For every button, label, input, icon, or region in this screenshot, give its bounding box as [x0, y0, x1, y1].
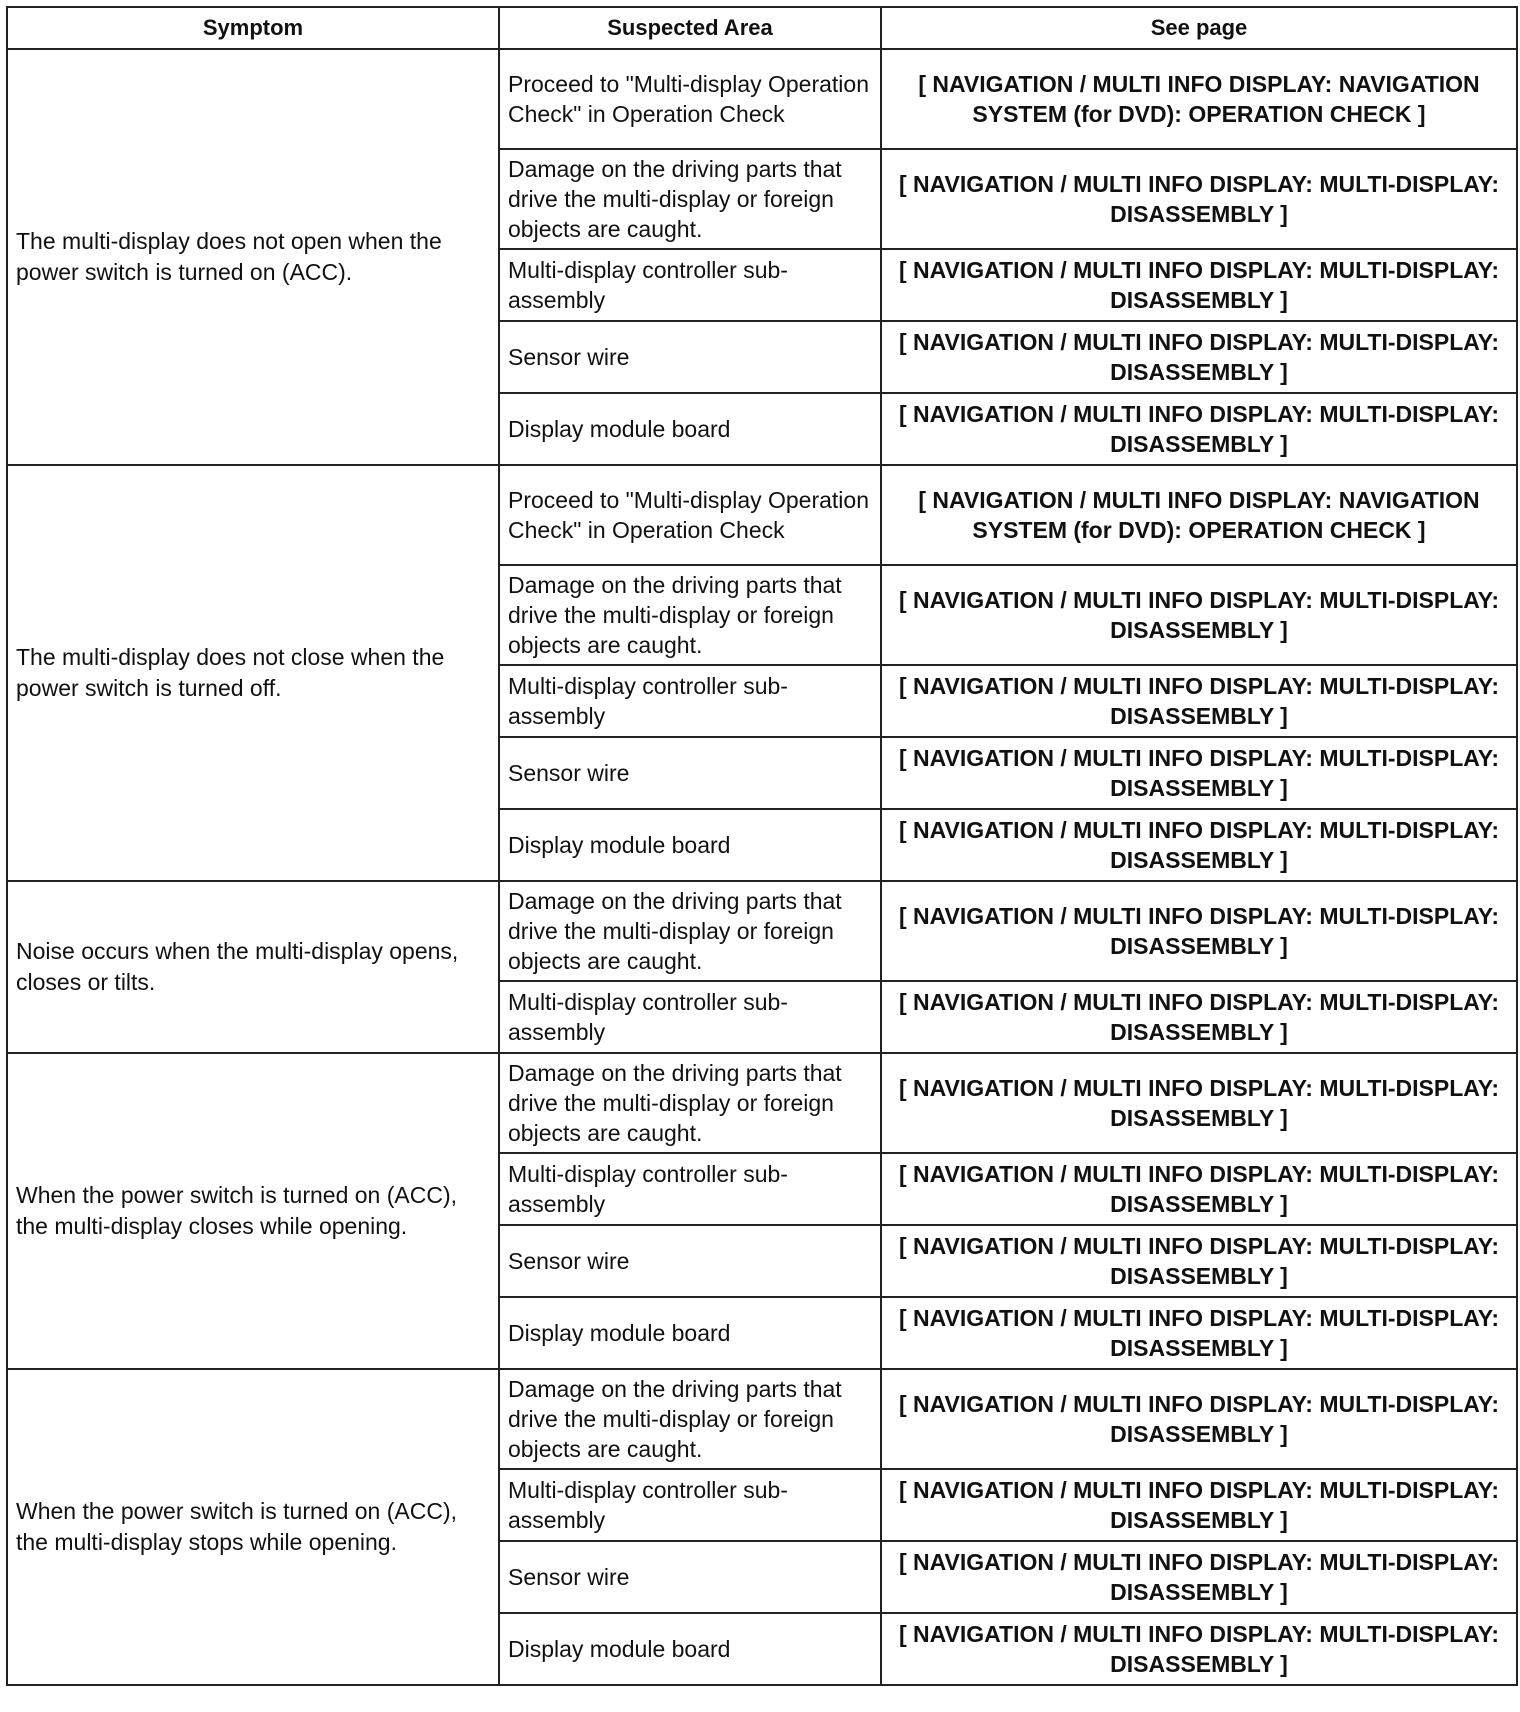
page	[6, 6, 1518, 1686]
suspected-area-cell: Damage on the driving parts that drive the multi-display or foreign objects are caught.	[499, 565, 881, 665]
table-row	[7, 1053, 1517, 1153]
see-page-cell: [ NAVIGATION / MULTI INFO DISPLAY: MULTI-DISPLAY: DISASSEMBLY ]	[881, 809, 1517, 881]
header-suspected-area: Suspected Area	[499, 7, 881, 49]
suspected-area-cell: Display module board	[499, 1613, 881, 1685]
see-page-cell: [ NAVIGATION / MULTI INFO DISPLAY: MULTI-DISPLAY: DISASSEMBLY ]	[881, 737, 1517, 809]
see-page-cell: [ NAVIGATION / MULTI INFO DISPLAY: NAVIGATION SYSTEM (for DVD): OPERATION CHECK ]	[881, 49, 1517, 149]
see-page-cell: [ NAVIGATION / MULTI INFO DISPLAY: MULTI-DISPLAY: DISASSEMBLY ]	[881, 393, 1517, 465]
see-page-cell: [ NAVIGATION / MULTI INFO DISPLAY: MULTI-DISPLAY: DISASSEMBLY ]	[881, 1613, 1517, 1685]
see-page-cell: [ NAVIGATION / MULTI INFO DISPLAY: MULTI-DISPLAY: DISASSEMBLY ]	[881, 981, 1517, 1053]
suspected-area-cell: Damage on the driving parts that drive the multi-display or foreign objects are caught.	[499, 1369, 881, 1469]
suspected-area-cell: Damage on the driving parts that drive the multi-display or foreign objects are caught.	[499, 881, 881, 981]
suspected-area-cell: Multi-display controller sub-assembly	[499, 665, 881, 737]
see-page-cell: [ NAVIGATION / MULTI INFO DISPLAY: MULTI-DISPLAY: DISASSEMBLY ]	[881, 665, 1517, 737]
see-page-cell: [ NAVIGATION / MULTI INFO DISPLAY: MULTI-DISPLAY: DISASSEMBLY ]	[881, 1541, 1517, 1613]
see-page-cell: [ NAVIGATION / MULTI INFO DISPLAY: MULTI-DISPLAY: DISASSEMBLY ]	[881, 1369, 1517, 1469]
symptom-cell: The multi-display does not close when the power switch is turned off.	[7, 465, 499, 881]
suspected-area-cell: Damage on the driving parts that drive the multi-display or foreign objects are caught.	[499, 1053, 881, 1153]
symptom-cell: The multi-display does not open when the power switch is turned on (ACC).	[7, 49, 499, 465]
troubleshooting-table	[6, 6, 1518, 1686]
suspected-area-cell: Multi-display controller sub-assembly	[499, 981, 881, 1053]
suspected-area-cell: Multi-display controller sub-assembly	[499, 1469, 881, 1541]
suspected-area-cell: Multi-display controller sub-assembly	[499, 249, 881, 321]
see-page-cell: [ NAVIGATION / MULTI INFO DISPLAY: MULTI-DISPLAY: DISASSEMBLY ]	[881, 1469, 1517, 1541]
see-page-cell: [ NAVIGATION / MULTI INFO DISPLAY: MULTI-DISPLAY: DISASSEMBLY ]	[881, 881, 1517, 981]
table-row	[7, 465, 1517, 565]
see-page-cell: [ NAVIGATION / MULTI INFO DISPLAY: MULTI-DISPLAY: DISASSEMBLY ]	[881, 1297, 1517, 1369]
see-page-cell: [ NAVIGATION / MULTI INFO DISPLAY: MULTI-DISPLAY: DISASSEMBLY ]	[881, 565, 1517, 665]
suspected-area-cell: Sensor wire	[499, 737, 881, 809]
see-page-cell: [ NAVIGATION / MULTI INFO DISPLAY: MULTI-DISPLAY: DISASSEMBLY ]	[881, 321, 1517, 393]
symptom-cell: When the power switch is turned on (ACC), the multi-display closes while opening.	[7, 1053, 499, 1369]
suspected-area-cell: Display module board	[499, 809, 881, 881]
suspected-area-cell: Multi-display controller sub-assembly	[499, 1153, 881, 1225]
table-body	[7, 49, 1517, 1685]
see-page-cell: [ NAVIGATION / MULTI INFO DISPLAY: MULTI-DISPLAY: DISASSEMBLY ]	[881, 1053, 1517, 1153]
see-page-cell: [ NAVIGATION / MULTI INFO DISPLAY: MULTI-DISPLAY: DISASSEMBLY ]	[881, 1225, 1517, 1297]
table-row	[7, 881, 1517, 981]
suspected-area-cell: Display module board	[499, 393, 881, 465]
symptom-cell: When the power switch is turned on (ACC), the multi-display stops while opening.	[7, 1369, 499, 1685]
suspected-area-cell: Proceed to "Multi-display Operation Check" in Operation Check	[499, 465, 881, 565]
see-page-cell: [ NAVIGATION / MULTI INFO DISPLAY: NAVIGATION SYSTEM (for DVD): OPERATION CHECK ]	[881, 465, 1517, 565]
suspected-area-cell: Damage on the driving parts that drive the multi-display or foreign objects are caught.	[499, 149, 881, 249]
header-see-page: See page	[881, 7, 1517, 49]
table-row	[7, 1369, 1517, 1469]
header-row	[7, 7, 1517, 49]
suspected-area-cell: Sensor wire	[499, 1225, 881, 1297]
symptom-cell: Noise occurs when the multi-display opens, closes or tilts.	[7, 881, 499, 1053]
see-page-cell: [ NAVIGATION / MULTI INFO DISPLAY: MULTI-DISPLAY: DISASSEMBLY ]	[881, 1153, 1517, 1225]
suspected-area-cell: Proceed to "Multi-display Operation Check" in Operation Check	[499, 49, 881, 149]
suspected-area-cell: Sensor wire	[499, 321, 881, 393]
suspected-area-cell: Sensor wire	[499, 1541, 881, 1613]
table-row	[7, 49, 1517, 149]
see-page-cell: [ NAVIGATION / MULTI INFO DISPLAY: MULTI-DISPLAY: DISASSEMBLY ]	[881, 149, 1517, 249]
suspected-area-cell: Display module board	[499, 1297, 881, 1369]
header-symptom: Symptom	[7, 7, 499, 49]
see-page-cell: [ NAVIGATION / MULTI INFO DISPLAY: MULTI-DISPLAY: DISASSEMBLY ]	[881, 249, 1517, 321]
